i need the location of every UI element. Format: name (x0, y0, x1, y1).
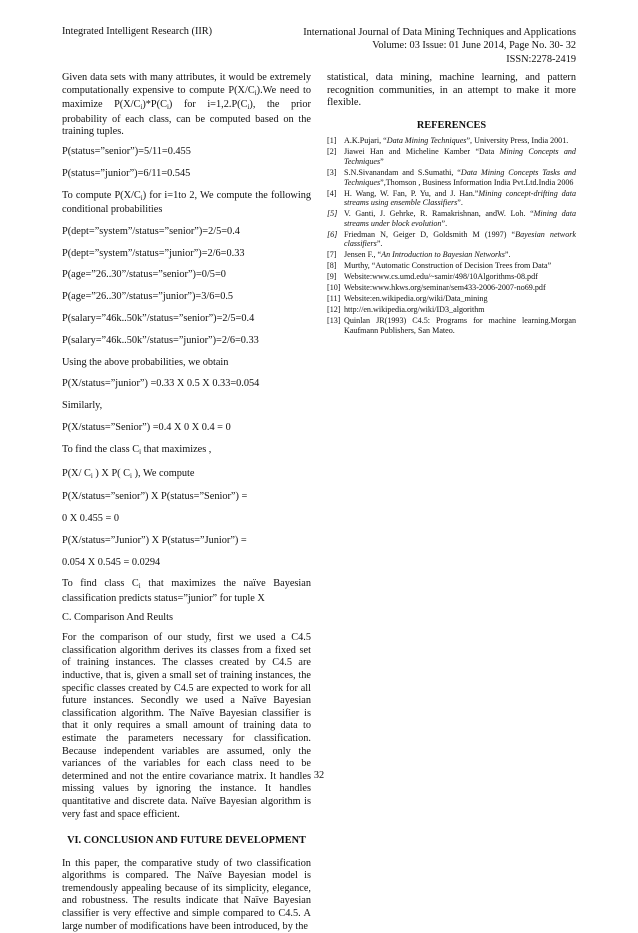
section-heading-c: C. Comparison And Reults (62, 611, 173, 623)
reference-number: [6] (327, 229, 338, 239)
reference-item (327, 189, 576, 208)
reference-text: Friedman N, Geiger D, Goldsmith M (1997) “Bayesian network classifiers”. (344, 229, 576, 249)
equation: P(age=”26..30”/status=”junior”)=3/6=0.5 (62, 291, 234, 303)
reference-number: [7] (327, 250, 337, 260)
reference-text: A.K.Pujari, “Data Mining Techniques”, University Press, India 2001. (344, 136, 569, 146)
reference-item (327, 316, 576, 335)
conclusion-paragraph: In this paper, the comparative study of two classification algorithms is compared. The Naïve Bayesian model is tremendously appealing because of its simplicity, elegance, and robustness. The results indicate that Naïve Bayesian classifier is very effective and simple compared to C4.5. A large number of modifications have been introduced, by the (62, 857, 311, 932)
section-heading-vi: VI. CONCLUSION AND FUTURE DEVELOPMENT (67, 835, 306, 847)
reference-item (327, 136, 576, 146)
reference-text: Murthy, “Automatic Construction of Decision Trees from Data” (344, 261, 552, 271)
reference-number: [1] (327, 136, 337, 146)
reference-number: [13] (327, 316, 341, 326)
reference-text: S.N.Sivanandam and S.Sumathi, “Data Mining Concepts Tasks and Techniques”,Thomson , Business Information India Pvt.Ltd.India 2006 (344, 167, 577, 187)
equation: P(age=”26..30”/status=”senior”)=0/5=0 (62, 269, 226, 281)
journal-title: International Journal of Data Mining Techniques and Applications (303, 27, 576, 38)
reference-number: [9] (327, 272, 337, 282)
compute-paragraph: To compute $P(X/C_i)$ for i=1to 2, We compute the following conditional probabilities (62, 189, 311, 216)
conclusion-line: To find class $C_i$ that maximizes the naïve Bayesian classification predicts status=”junior” for tuple X (62, 578, 311, 604)
reference-text: Jensen F., “An Introduction to Bayesian Networks”. (344, 250, 511, 260)
reference-item (327, 305, 576, 315)
equation: P(dept=”system”/status=”junior”)=2/6=0.33 (62, 247, 245, 259)
equation: P(salary=”46k..50k”/status=”junior”)=2/6=0.33 (62, 334, 259, 346)
equation: P(X/status=”junior”) =0.33 X 0.5 X 0.33=0.054 (62, 378, 260, 390)
reference-text: Website:en.wikipedia.org/wiki/Data_mining (344, 294, 488, 304)
left-column (62, 72, 311, 933)
reference-text: V. Ganti, J. Gehrke, R. Ramakrishnan, andW. Loh. “Mining data streams under block evolution”. (344, 209, 576, 228)
references-list (327, 136, 576, 335)
right-column (327, 72, 576, 337)
equation: P(X/ $C_i$ ) X P( $C_i$ ), We compute (62, 467, 195, 480)
reference-number: [10] (327, 283, 341, 293)
equation: P(X/status=”senior”) X P(status=”Senior”) = (62, 491, 248, 503)
reference-text: Quinlan JR(1993) C4.5: Programs for machine learning.Morgan Kaufmann Publishers, San Mateo. (344, 316, 576, 335)
reference-item (327, 209, 576, 228)
page-header-left: Integrated Intelligent Research (IIR) (62, 26, 213, 37)
page-header-right (303, 26, 576, 66)
equation: P(status=”junior”)=6/11=0.545 (62, 167, 191, 179)
reference-item (327, 250, 576, 260)
page-number: 32 (313, 770, 325, 781)
reference-number: [4] (327, 188, 337, 198)
reference-item (327, 283, 576, 293)
equation: P(salary=”46k..50k”/status=”senior”)=2/5=0.4 (62, 313, 255, 325)
reference-text: http://en.wikipedia.org/wiki/ID3_algorithm (344, 305, 485, 315)
reference-number: [8] (327, 261, 337, 271)
reference-item (327, 147, 576, 166)
equation: P(X/status=”Senior”) =0.4 X 0 X 0.4 = 0 (62, 421, 231, 433)
reference-text: Website:www.cs.umd.edu/~samir/498/10Algorithms-08.pdf (344, 272, 538, 282)
intro-paragraph: Given data sets with many attributes, it would be extremely computationally expensive to compute $P(X/C_i).We$ need to maximize $P(X/C_i)*P(C_i)$ for $i=1,2.P(C_i)$, the prior probability of each class, can be computed based on the training tuples. (62, 72, 312, 138)
reference-text: Jiawei Han and Micheline Kamber “Data Mining Concepts and Techniques” (344, 147, 576, 166)
reference-number: [2] (327, 147, 337, 157)
equation: P(status=”senior”)=5/11=0.455 (62, 145, 191, 157)
text-line: To find the class $C_i$ that maximizes , (62, 443, 212, 456)
reference-item (327, 294, 576, 304)
text-line: Similarly, (62, 400, 103, 412)
reference-item (327, 230, 576, 249)
reference-number: [5] (327, 209, 338, 219)
reference-number: [11] (327, 294, 341, 304)
reference-text: H. Wang, W. Fan, P. Yu, and J. Han.”Mining concept-drifting data streams using ensemble Classifiers”. (344, 188, 576, 208)
equation: P(X/status=”Junior”) X P(status=”Junior”) = (62, 534, 247, 546)
equation: 0.054 X 0.545 = 0.0294 (62, 556, 161, 568)
journal-issn: ISSN:2278-2419 (506, 53, 576, 65)
continued-paragraph: statistical, data mining, machine learning, and pattern recognition communities, in an attempt to make it more flexible. (327, 72, 576, 109)
reference-item (327, 261, 576, 271)
reference-number: [12] (327, 305, 341, 315)
references-heading: REFERENCES (416, 119, 487, 131)
reference-item (327, 168, 576, 187)
reference-text: Website:www.hkws.org/seminar/sem433-2006-2007-no69.pdf (344, 283, 546, 293)
comparison-paragraph: For the comparison of our study, first we used a C4.5 classification algorithm derives its classes from a fixed set of training instances. The classes created by C4.5 are inductive, that is, given a small set of training instances, the specific classes created by C4.5 are expected to work for all future instances. Secondly we used a Naïve Bayesian classification algorithm. The Naïve Bayesian classifier is that it only requires a small amount of training data to estimate the parameters necessary for classification. Because independent variables are assumed, only the variances of the variables for each class need to be determined and not the entire covariance matrix. It handles missing values by ignoring the instance. It handles quantitative and discrete data. Naïve Bayesian algorithm is very fast and space efficient. (62, 632, 311, 820)
reference-item (327, 272, 576, 282)
reference-number: [3] (327, 167, 337, 177)
text-line: Using the above probabilities, we obtain (62, 356, 229, 368)
journal-volume: Volume: 03 Issue: 01 June 2014, Page No. 30- 32 (372, 40, 576, 52)
equation: P(dept=”system”/status=”senior”)=2/5=0.4 (62, 225, 240, 237)
equation: 0 X 0.455 = 0 (62, 513, 120, 525)
